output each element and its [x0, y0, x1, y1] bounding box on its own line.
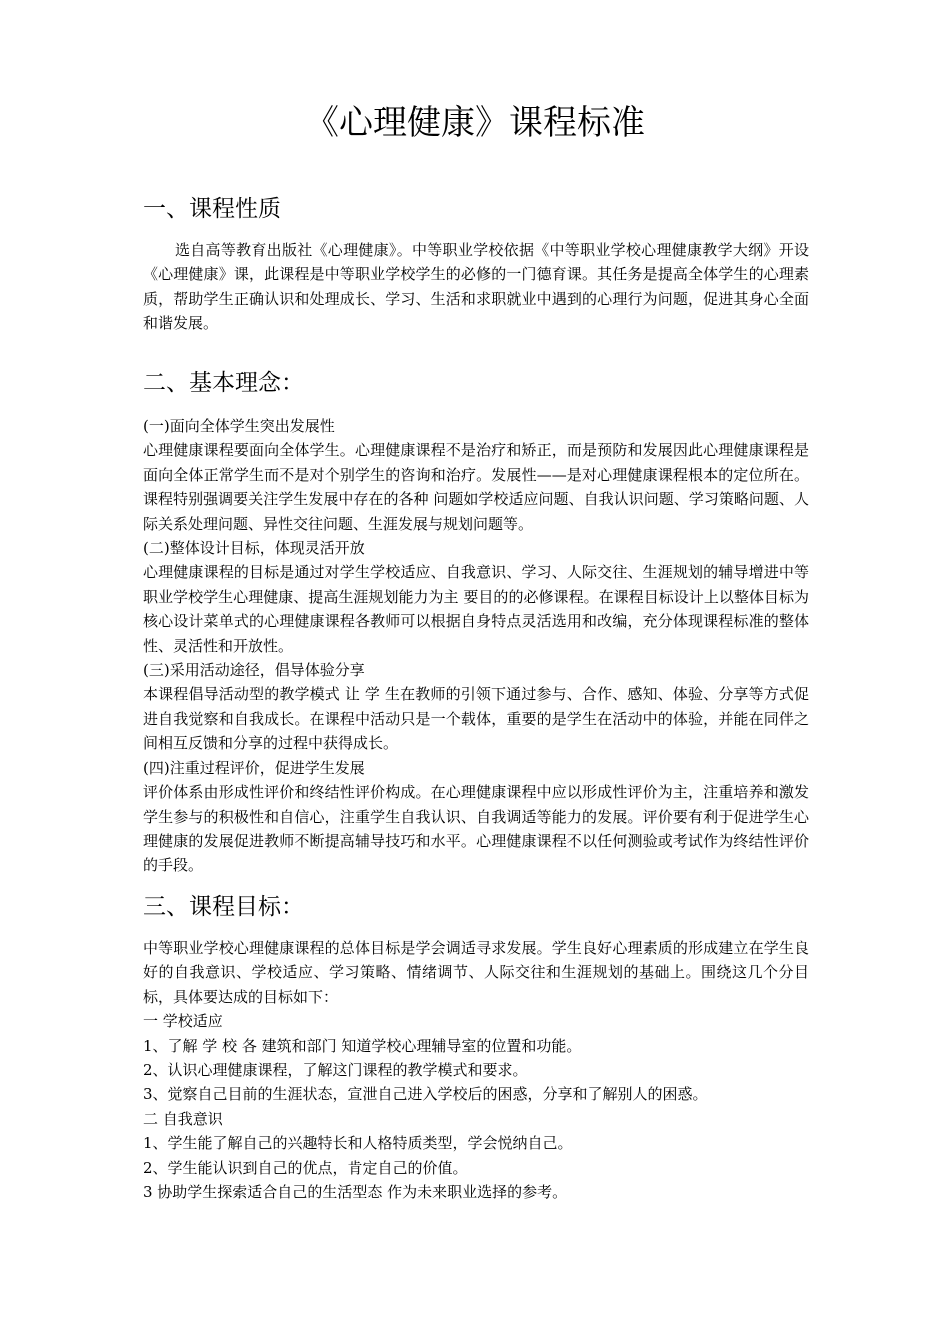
paragraph: 心理健康课程的目标是通过对学生学校适应、自我意识、学习、人际交往、生涯规划的辅导增进中等职业学校学生心理健康、提高生涯规划能力为主 要目的的必修课程。在课程目标设计上以整体目标为核心设计菜单式的心理健康课程各教师可以根据自身特点灵活选用和改编，充分体现课程标准的整体性、灵活性和开放性。 [143, 563, 809, 655]
list-item: 2、学生能认识到自己的优点，肯定自己的价值。 [143, 1158, 468, 1177]
list-heading: 一 学校适应 [143, 1012, 223, 1031]
document-title: 《心理健康》课程标准 [305, 103, 645, 143]
list-item: 3 协助学生探索适合自己的生活型态 作为未来职业选择的参考。 [143, 1183, 568, 1202]
list-item: 2、认识心理健康课程，了解这门课程的教学模式和要求。 [143, 1061, 528, 1080]
section-concepts-body [143, 414, 809, 878]
subheading: (三)采用活动途径，倡导体验分享 [143, 661, 365, 680]
section-heading-nature: 一、课程性质 [143, 196, 281, 222]
paragraph: 选自高等教育出版社《心理健康》。中等职业学校依据《中等职业学校心理健康教学大纲》开设《心理健康》课，此课程是中等职业学校学生的必修的一门德育课。其任务是提高全体学生的心理素质，帮助学生正确认识和处理成长、学习、生活和求职就业中遇到的心理行为问题，促进其身心全面和谐发展。 [143, 241, 809, 333]
paragraph: 心理健康课程要面向全体学生。心理健康课程不是治疗和矫正，而是预防和发展因此心理健康课程是面向全体正常学生而不是对个别学生的咨询和治疗。发展性——是对心理健康课程根本的定位所在。课程特别强调要关注学生发展中存在的各种 问题如学校适应问题、自我认识问题、学习策略问题、人际关系处理问题、异性交往问题、生涯发展与规划问题等。 [143, 441, 809, 533]
section-heading-concepts: 二、基本理念： [143, 370, 304, 396]
section-nature-body [143, 238, 809, 336]
list-item: 3、觉察自己目前的生涯状态，宣泄自己进入学校后的困惑，分享和了解别人的困惑。 [143, 1085, 708, 1104]
paragraph: 中等职业学校心理健康课程的总体目标是学会调适寻求发展。学生良好心理素质的形成建立在学生良好的自我意识、学校适应、学习策略、情绪调节、人际交往和生涯规划的基础上。围绕这几个分目标，具体要达成的目标如下： [143, 939, 809, 1006]
list-item: 1、学生能了解自己的兴趣特长和人格特质类型，学会悦纳自己。 [143, 1134, 573, 1153]
subheading: (二)整体设计目标，体现灵活开放 [143, 539, 365, 558]
subheading: (一)面向全体学生突出发展性 [143, 417, 335, 435]
paragraph: 本课程倡导活动型的教学模式 让 学 生在教师的引领下通过参与、合作、感知、体验、分享等方式促进自我觉察和自我成长。在课程中活动只是一个载体，重要的是学生在活动中的体验，并能在同伴之间相互反馈和分享的过程中获得成长。 [143, 685, 809, 753]
list-item: 1、了解 学 校 各 建筑和部门 知道学校心理辅导室的位置和功能。 [143, 1036, 582, 1055]
section-goals-body [143, 936, 809, 1204]
subheading: (四)注重过程评价，促进学生发展 [143, 758, 365, 777]
paragraph: 评价体系由形成性评价和终结性评价构成。在心理健康课程中应以形成性评价为主，注重培养和激发学生参与的积极性和自信心，注重学生自我认识、自我调适等能力的发展。评价要有利于促进学生心理健康的发展促进教师不断提高辅导技巧和水平。心理健康课程不以任何测验或考试作为终结性评价的手段。 [143, 783, 809, 875]
section-heading-goals: 三、课程目标： [143, 894, 304, 920]
list-heading: 二 自我意识 [143, 1109, 223, 1128]
